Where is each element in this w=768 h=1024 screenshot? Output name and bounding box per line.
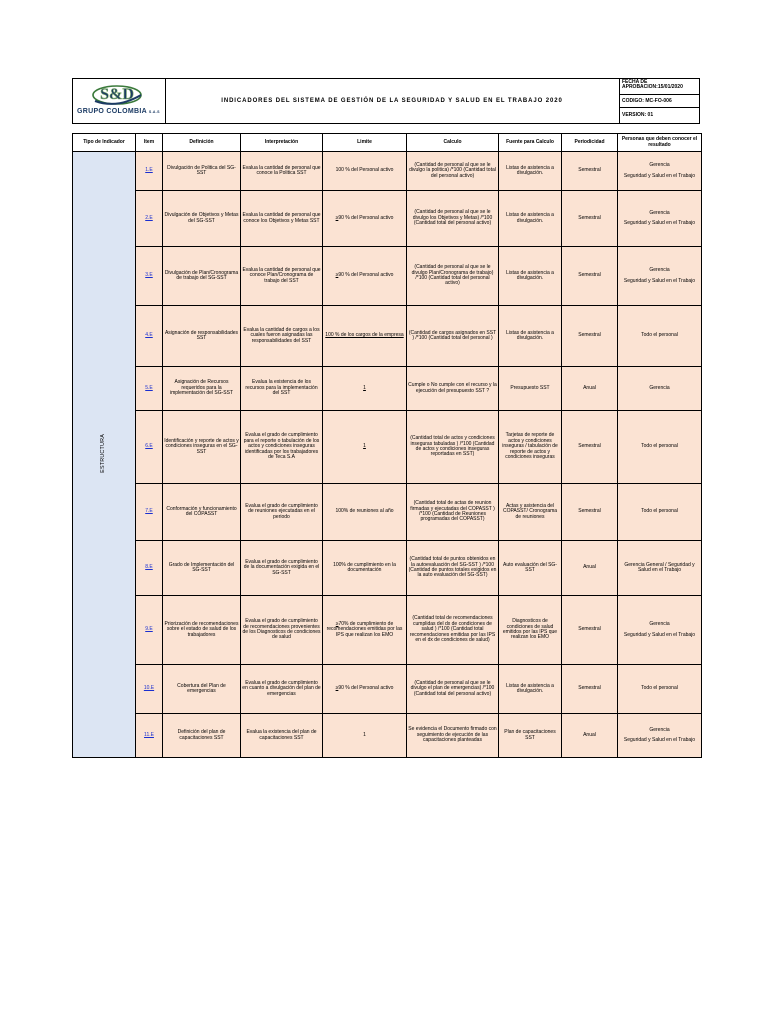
- personas-cell: Gerencia: [618, 367, 702, 411]
- limite-cell: 100 % del Personal activo: [323, 152, 407, 191]
- personas-b: Seguridad y Salud en el Trabajo: [623, 277, 696, 284]
- tipo-indicador-label: ESTRUCTURA: [100, 433, 107, 473]
- definicion-cell: Cobertura del Plan de emergencias: [163, 665, 241, 714]
- definicion-cell: Priorización de recomendaciones sobre el estado de salud de los trabajadores: [163, 596, 241, 665]
- calculo-cell: (Cantidad de personal al que se le divulgo los Objetivos y Metas) /*100 (Cantidad total del personal activo): [407, 191, 499, 247]
- item-link[interactable]: 2.E: [145, 214, 153, 221]
- item-cell: [136, 484, 163, 541]
- personas-a: Gerencia: [649, 209, 670, 216]
- definicion-cell: Divulgación de Objetivos y Metas del SG-SST: [163, 191, 241, 247]
- table-header-row: [73, 134, 702, 152]
- fecha-aprobacion: [620, 79, 700, 95]
- personas-b: Seguridad y Salud en el Trabajo: [623, 631, 696, 638]
- limite-cell: [323, 247, 407, 306]
- periodicidad-cell: Anual: [562, 541, 618, 596]
- calculo-cell: (Cantidad de personal al que se le divulgo Plan/Cronograma de trabajo) /*100 (Cantidad total del personal activo): [407, 247, 499, 306]
- table-row: [73, 247, 702, 306]
- calculo-cell: (Cantidad de personal al que se le divulgo la politica) /*100 (Cantidad total del personal activo): [407, 152, 499, 191]
- calculo-cell: (Cantidad de cargos asignados en SST ) /*100 (Cantidad total del personal ): [407, 306, 499, 367]
- fecha-label: FECHA DE: [622, 79, 648, 85]
- interpretacion-cell: Evalua la existencia de los recursos para la implementación del SST: [241, 367, 323, 411]
- item-link[interactable]: 6.E: [145, 443, 153, 450]
- tipo-indicador-cell: [73, 152, 136, 758]
- limite-text: 90 % del Personal activo: [338, 685, 394, 692]
- limite-text: 1: [363, 443, 366, 450]
- col-definicion: Definición: [163, 134, 241, 152]
- version: VERSION: 01: [622, 112, 654, 118]
- col-limite: Limite: [323, 134, 407, 152]
- fuente-cell: Plan de capacitaciones SST: [499, 714, 562, 758]
- interpretacion-cell: Evalua el grado de cumplimiento de la documentación exigida en el SG-SST: [241, 541, 323, 596]
- limite-text: 1: [363, 384, 366, 391]
- definicion-cell: Asignación de responsabilidades SST: [163, 306, 241, 367]
- personas-a: Gerencia: [649, 162, 670, 169]
- interpretacion-cell: Evalua el grado de cumplimiento en cuanto a divulgación del plan de emergencias: [241, 665, 323, 714]
- item-cell: [136, 152, 163, 191]
- limite-text: 100 % de los cargos de la empresa: [325, 332, 404, 339]
- fuente-cell: Actas y asistencia del COPASST/ Cronograma de reuniones: [499, 484, 562, 541]
- personas-cell: Todo el personal: [618, 306, 702, 367]
- calculo-cell: (Cantidad total de recomendaciones cumplidas del dx de condiciones de salud ) /*100 (Cantidad total recomendaciones emitidas por las IPS en el dx de condiciones de salud): [407, 596, 499, 665]
- item-link[interactable]: 7.E: [145, 508, 153, 515]
- calculo-cell: (Cantidad total de puntos obtenidos en la autoevaluación del SG-SST ) /*100 (Cantidad de puntos totales exigidos en la auto evaluación del SG-SST): [407, 541, 499, 596]
- fuente-cell: Listas de asistencia a divulgación.: [499, 306, 562, 367]
- periodicidad-cell: Semestral: [562, 411, 618, 484]
- interpretacion-cell: Evalua la existencia del plan de capacitaciones SST: [241, 714, 323, 758]
- personas-a: Gerencia: [649, 621, 670, 628]
- personas-b: Seguridad y Salud en el Trabajo: [623, 172, 696, 179]
- sd-logo-mark: [91, 81, 143, 107]
- item-cell: [136, 247, 163, 306]
- calculo-cell: (Cantidad total de actas de reunion firmadas y ejecutadas del COPASST ) /*100 (Cantidad de Reuniones programadas del COPASST): [407, 484, 499, 541]
- personas-a: Gerencia: [649, 726, 670, 733]
- limite-cell: [323, 665, 407, 714]
- personas-b: Seguridad y Salud en el Trabajo: [623, 737, 696, 743]
- table-row: [73, 411, 702, 484]
- col-periodicidad: Periodicidad: [562, 134, 618, 152]
- fuente-cell: Listas de asistencia a divulgación.: [499, 152, 562, 191]
- item-cell: [136, 191, 163, 247]
- calculo-cell: (Cantidad total de actos y condiciones inseguras tabuladas ) /*100 (Cantidad de actos y condiciones inseguras reportadas en SST): [407, 411, 499, 484]
- interpretacion-cell: Evalua la cantidad de personal que conoce la Politica SST: [241, 152, 323, 191]
- fecha-value: APROBACION:15/01/2020: [622, 84, 683, 90]
- periodicidad-cell: Anual: [562, 714, 618, 758]
- personas-a: Gerencia: [649, 267, 670, 274]
- personas-b: Seguridad y Salud en el Trabajo: [623, 220, 696, 226]
- item-cell: [136, 665, 163, 714]
- fuente-cell: Listas de asistencia a divulgación.: [499, 191, 562, 247]
- calculo-cell: Se evidencia el Documento firmado con seguimiento de ejecución de las capacitaciones planteadas: [407, 714, 499, 758]
- personas-cell: Todo el personal: [618, 665, 702, 714]
- definicion-cell: Conformación y funcionamiento del COPASST: [163, 484, 241, 541]
- fuente-cell: Listas de asistencia a divulgación.: [499, 665, 562, 714]
- interpretacion-cell: Evalua el grado de cumplimiento para el reporte o tabulación de los actos y condiciones inseguras identificadas por los trabajadores de Teca S.A: [241, 411, 323, 484]
- periodicidad-cell: Semestral: [562, 191, 618, 247]
- logo-sas-text: S.A.S: [148, 110, 160, 114]
- personas-cell: [618, 247, 702, 306]
- logo-brand-text: GRUPO COLOMBIA: [77, 108, 147, 115]
- item-link[interactable]: 4.E: [145, 332, 153, 339]
- personas-cell: [618, 191, 702, 247]
- item-link[interactable]: 10.E: [143, 685, 155, 692]
- fuente-cell: Diagnosticos de condiciones de salud emitidos por las IPS que realizan los EMO: [499, 596, 562, 665]
- fuente-cell: Auto evaluación del SG-SST: [499, 541, 562, 596]
- table-row: [73, 367, 702, 411]
- interpretacion-cell: Evalua la cantidad de personal que conoce Plan/Cronograma de trabajo del SST: [241, 247, 323, 306]
- item-link[interactable]: 3.E: [145, 272, 153, 279]
- fuente-cell: Tarjetas de reporte de actos y condiciones inseguras / tabulación de reporte de actos y condiciones inseguras: [499, 411, 562, 484]
- limite-text: 90 % del Personal activo: [338, 214, 394, 221]
- personas-cell: [618, 714, 702, 758]
- company-logo: [73, 79, 166, 123]
- codigo: CODIGO: MC-FO-006: [620, 95, 700, 108]
- definicion-cell: Divulgación de Plan/Cronograma de trabajo del SG-SST: [163, 247, 241, 306]
- col-fuente: Fuente para Calculo: [499, 134, 562, 152]
- fuente-cell: Presupuesto SST: [499, 367, 562, 411]
- definicion-cell: Definición del plan de capacitaciones SST: [163, 714, 241, 758]
- interpretacion-cell: Evalua el grado de cumplimiento de recomendaciones provenientes de los Diagnosticos de condiciones de salud: [241, 596, 323, 665]
- item-cell: [136, 411, 163, 484]
- personas-cell: Todo el personal: [618, 484, 702, 541]
- personas-cell: Gerencia General / Seguridad y Salud en el Trabajo: [618, 541, 702, 596]
- item-cell: [136, 596, 163, 665]
- limite-cell: 100% de cumplimiento en la documentación: [323, 541, 407, 596]
- table-row: [73, 541, 702, 596]
- definicion-cell: Identificación y reporte de actos y condiciones inseguras en el SG-SST: [163, 411, 241, 484]
- limite-text: 90 % del Personal activo: [338, 272, 394, 279]
- item-cell: [136, 306, 163, 367]
- table-row: [73, 596, 702, 665]
- periodicidad-cell: Semestral: [562, 247, 618, 306]
- table-row: [73, 484, 702, 541]
- table-row: [73, 152, 702, 191]
- limite-cell: [323, 596, 407, 665]
- item-cell: [136, 367, 163, 411]
- col-item: Item: [136, 134, 163, 152]
- definicion-cell: Grado de Implementación del SG-SST: [163, 541, 241, 596]
- interpretacion-cell: Evalua la cantidad de personal que conoce los Objetivos y Metas SST: [241, 191, 323, 247]
- limite-symbol: ≥: [335, 685, 339, 692]
- table-row: [73, 306, 702, 367]
- calculo-cell: (Cantidad de personal al que se le divulgo el plan de emergencias) /*100 (Cantidad total del personal activo): [407, 665, 499, 714]
- document-header: [72, 78, 700, 124]
- col-personas: Personas que deben conocer el resultado: [618, 134, 702, 152]
- interpretacion-cell: Evalua el grado de cumplimiento de reuniones ejecutadas en el periodo: [241, 484, 323, 541]
- table-row: [73, 665, 702, 714]
- personas-cell: Todo el personal: [618, 411, 702, 484]
- limite-symbol: ≥: [335, 214, 339, 221]
- col-interpretacion: Interpretación: [241, 134, 323, 152]
- limite-symbol: ≥: [335, 620, 339, 627]
- personas-cell: [618, 152, 702, 191]
- limite-cell: [323, 411, 407, 484]
- document-meta: [619, 79, 700, 123]
- item-link[interactable]: 5.E: [145, 384, 153, 391]
- definicion-cell: Divulgación de Politica del SG-SST: [163, 152, 241, 191]
- col-calculo: Calculo: [407, 134, 499, 152]
- periodicidad-cell: Semestral: [562, 596, 618, 665]
- limite-cell: 100% de reuniones al año: [323, 484, 407, 541]
- periodicidad-cell: Semestral: [562, 484, 618, 541]
- logo-brand: [77, 108, 160, 115]
- definicion-cell: Asignación de Recursos requeridos para la implementación del SG-SST: [163, 367, 241, 411]
- periodicidad-cell: Semestral: [562, 665, 618, 714]
- periodicidad-cell: Semestral: [562, 152, 618, 191]
- calculo-cell: Cumple o No cumple con el recurso y la ejecución del presupuesto SST ?: [407, 367, 499, 411]
- item-link[interactable]: 9.E: [145, 626, 153, 633]
- indicators-table: [72, 133, 702, 758]
- table-row: [73, 714, 702, 758]
- limite-cell: 1: [323, 714, 407, 758]
- item-cell: [136, 541, 163, 596]
- item-cell: [136, 714, 163, 758]
- limite-text: 70% de cumplimiento de recomendaciones emitidas por las IPS que realizan los EMO: [326, 620, 403, 638]
- item-link[interactable]: 8.E: [145, 564, 153, 571]
- limite-cell: [323, 367, 407, 411]
- limite-symbol: ≥: [335, 272, 339, 279]
- interpretacion-cell: Evalua la cantidad de cargos a los cuales fueron asignadas las responsabilidades del SST: [241, 306, 323, 367]
- periodicidad-cell: Anual: [562, 367, 618, 411]
- table-row: [73, 191, 702, 247]
- limite-cell: [323, 306, 407, 367]
- document-title: INDICADORES DEL SISTEMA DE GESTIÓN DE LA SEGURIDAD Y SALUD EN EL TRABAJO 2020: [221, 98, 563, 104]
- periodicidad-cell: Semestral: [562, 306, 618, 367]
- item-link[interactable]: 11.E: [144, 731, 154, 738]
- personas-cell: [618, 596, 702, 665]
- fuente-cell: Listas de asistencia a divulgación.: [499, 247, 562, 306]
- logo-sd-text: S&D: [100, 86, 134, 103]
- limite-cell: [323, 191, 407, 247]
- item-link[interactable]: 1.E: [145, 167, 153, 174]
- col-tipo: Tipo de Indicador: [73, 134, 136, 152]
